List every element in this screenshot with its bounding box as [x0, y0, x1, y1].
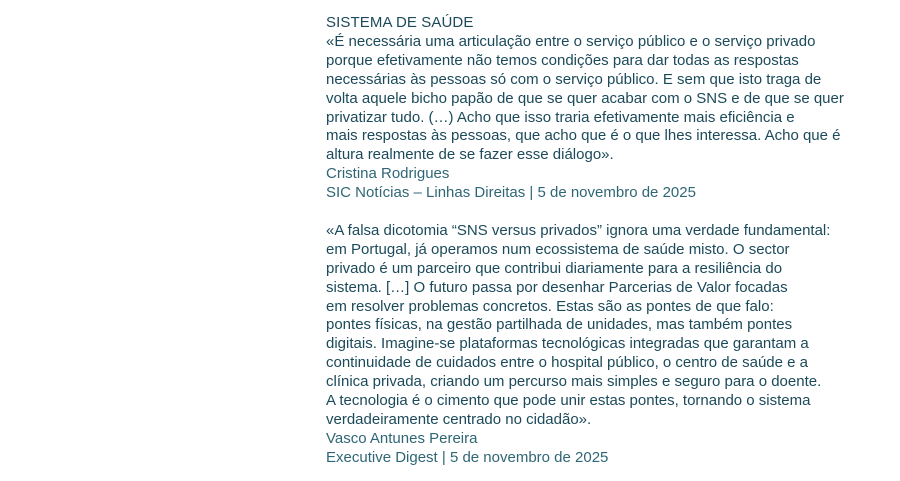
- quote-author: Cristina Rodrigues: [326, 165, 450, 183]
- quote-line: volta aquele bicho papão de que se quer acabar com o SNS e de que se quer: [326, 89, 844, 107]
- quote-line: privatizar tudo. (…) Acho que isso traria efetivamente mais eficiência e: [326, 108, 795, 126]
- spacer: [326, 203, 886, 222]
- quote-line: em resolver problemas concretos. Estas são as pontes de que falo:: [326, 297, 774, 315]
- quote-line: digitais. Imagine-se plataformas tecnológicas integradas que garantam a: [326, 335, 809, 353]
- section-title: SISTEMA DE SAÚDE: [326, 14, 474, 31]
- quote-line: porque efetivamente não temos condições para dar todas as respostas: [326, 51, 799, 69]
- quote-line: em Portugal, já operamos num ecossistema de saúde misto. O sector: [326, 240, 790, 258]
- quote-block-1: [326, 33, 886, 203]
- quote-line: continuidade de cuidados entre o hospital público, o centro de saúde e a: [326, 354, 809, 372]
- quote-line: «É necessária uma articulação entre o serviço público e o serviço privado: [326, 32, 816, 50]
- quote-source: SIC Notícias – Linhas Direitas | 5 de novembro de 2025: [326, 184, 696, 202]
- quote-source: Executive Digest | 5 de novembro de 2025: [326, 448, 609, 466]
- quote-line: altura realmente de se fazer esse diálogo».: [326, 146, 614, 164]
- quote-author: Vasco Antunes Pereira: [326, 429, 478, 447]
- quote-block-2: [326, 222, 886, 468]
- quote-line: «A falsa dicotomia “SNS versus privados” ignora uma verdade fundamental:: [326, 221, 831, 239]
- quote-line: pontes físicas, na gestão partilhada de unidades, mas também pontes: [326, 316, 793, 334]
- quote-line: sistema. […] O futuro passa por desenhar Parcerias de Valor focadas: [326, 278, 788, 296]
- quote-line: clínica privada, criando um percurso mais simples e seguro para o doente.: [326, 373, 822, 391]
- quote-line: mais respostas às pessoas, que acho que é o que lhes interessa. Acho que é: [326, 127, 841, 145]
- quote-line: A tecnologia é o cimento que pode unir estas pontes, tornando o sistema: [326, 392, 811, 410]
- quote-line: privado é um parceiro que contribui diariamente para a resiliência do: [326, 259, 783, 277]
- quotes-column: [326, 14, 886, 468]
- quote-line: verdadeiramente centrado no cidadão».: [326, 411, 592, 429]
- quote-line: necessárias às pessoas só com o serviço público. E sem que isto traga de: [326, 70, 822, 88]
